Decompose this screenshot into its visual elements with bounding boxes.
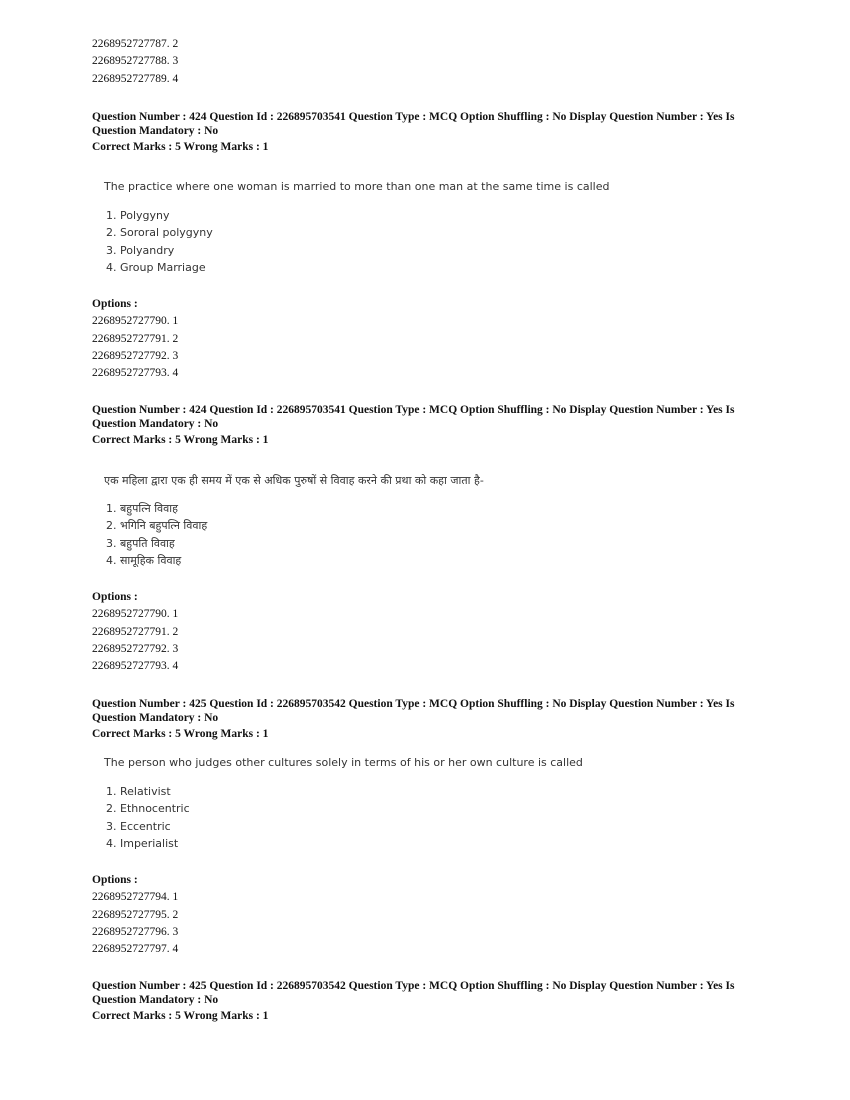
question-stem: The person who judges other cultures solely in terms of his or her own culture is called	[104, 756, 583, 769]
options-list	[92, 872, 178, 958]
question-mandatory: Question Mandatory : No	[92, 125, 219, 138]
answer-choice: 2. Ethnocentric	[106, 802, 190, 816]
answer-choice: 2. Sororal polygyny	[106, 226, 213, 240]
answer-choice: 4. सामूहिक विवाह	[106, 554, 182, 568]
question-mandatory: Question Mandatory : No	[92, 418, 219, 431]
answer-choices	[106, 783, 190, 853]
answer-choice: 3. Polyandry	[106, 243, 175, 257]
option-line: 2268952727792. 3	[92, 349, 179, 362]
answer-choice: 3. बहुपति विवाह	[106, 536, 175, 550]
question-mandatory: Question Mandatory : No	[92, 712, 219, 725]
answer-choice: 1. Relativist	[106, 785, 171, 798]
option-line: 2268952727797. 4	[92, 943, 179, 956]
answer-choice: 1. Polygyny	[106, 209, 170, 222]
option-line: 2268952727791. 2	[92, 332, 179, 345]
question-meta-line: Question Number : 424 Question Id : 226895703541 Question Type : MCQ Option Shuffling : No Display Question Number : Yes Is	[92, 111, 735, 123]
question-meta	[92, 697, 772, 742]
answer-choice: 4. Group Marriage	[106, 261, 206, 275]
answer-choices	[106, 500, 207, 570]
question-mandatory: Question Mandatory : No	[92, 994, 219, 1007]
previous-options-list	[92, 36, 178, 88]
option-line: 2268952727795. 2	[92, 908, 179, 921]
option-line: 2268952727788. 3	[92, 55, 179, 68]
question-meta-line: Question Number : 424 Question Id : 226895703541 Question Type : MCQ Option Shuffling : No Display Question Number : Yes Is	[92, 404, 735, 416]
question-stem: एक महिला द्वारा एक ही समय में एक से अधिक पुरुषों से विवाह करने की प्रथा को कहा जाता है-	[104, 474, 484, 487]
answer-choices	[106, 207, 213, 277]
question-meta-line: Question Number : 425 Question Id : 226895703542 Question Type : MCQ Option Shuffling : No Display Question Number : Yes Is	[92, 698, 735, 710]
question-meta-line: Question Number : 425 Question Id : 226895703542 Question Type : MCQ Option Shuffling : No Display Question Number : Yes Is	[92, 980, 735, 992]
options-list	[92, 589, 178, 675]
option-line: 2268952727794. 1	[92, 891, 179, 904]
option-line: 2268952727793. 4	[92, 660, 179, 673]
option-line: 2268952727790. 1	[92, 608, 179, 621]
options-heading: Options :	[92, 874, 138, 886]
question-meta	[92, 979, 772, 1024]
option-line: 2268952727793. 4	[92, 367, 179, 380]
question-meta	[92, 110, 772, 155]
option-line: 2268952727796. 3	[92, 925, 179, 938]
option-line: 2268952727792. 3	[92, 642, 179, 655]
answer-choice: 3. Eccentric	[106, 819, 171, 833]
question-meta	[92, 403, 772, 448]
options-heading: Options :	[92, 591, 138, 603]
option-line: 2268952727789. 4	[92, 72, 179, 85]
question-marks: Correct Marks : 5 Wrong Marks : 1	[92, 434, 269, 447]
question-marks: Correct Marks : 5 Wrong Marks : 1	[92, 1010, 269, 1023]
option-line: 2268952727787. 2	[92, 38, 179, 50]
answer-choice: 4. Imperialist	[106, 837, 179, 851]
options-heading: Options :	[92, 298, 138, 310]
answer-choice: 1. बहुपत्नि विवाह	[106, 502, 178, 515]
options-list	[92, 296, 178, 382]
question-marks: Correct Marks : 5 Wrong Marks : 1	[92, 141, 269, 154]
option-line: 2268952727790. 1	[92, 315, 179, 328]
question-stem: The practice where one woman is married to more than one man at the same time is called	[104, 180, 610, 193]
question-marks: Correct Marks : 5 Wrong Marks : 1	[92, 728, 269, 741]
option-line: 2268952727791. 2	[92, 625, 179, 638]
answer-choice: 2. भगिनि बहुपत्नि विवाह	[106, 519, 208, 533]
